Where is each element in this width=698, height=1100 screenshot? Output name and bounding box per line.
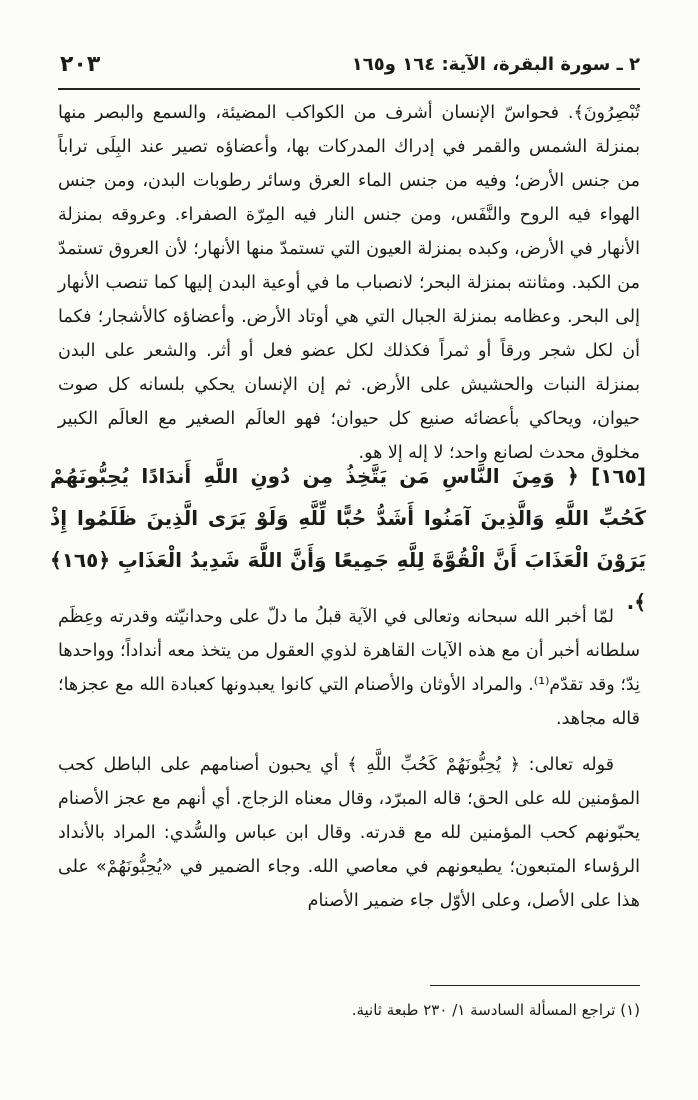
commentary-paragraph-2: [58, 600, 640, 736]
header-divider: [58, 88, 640, 90]
verse-number: [١٦٥]: [591, 464, 647, 488]
quran-verse-block: [50, 455, 646, 623]
paragraph-text: تُبْصِرُونَ﴾. فحواسّ الإنسان أشرف من الكواكب المضيئة، والسمع والبصر منها بمنزلة الشمس والقمر في إدراك المدركات بها، وأعضاؤه تصير عند البِلَى تراباً من جنس الأرض؛ وفيه من جنس الماء العرق وسائر رطوبات البدن، ومن جنس الهواء فيه الروح والنَّفَس، ومن جنس النار فيه المِرّة الصفراء. وعروقه بمنزلة الأنهار في الأرض، وكبده بمنزلة العيون التي تستمدّ منها الأنهار؛ لأن العروق تستمدّ من الكبد. ومثانته بمنزلة البحر؛ لانصباب ما في أوعية البدن إليها كما تنصب الأنهار إلى البحر. وعظامه بمنزلة الجبال التي هي أوتاد الأرض. وأعضاؤه كالأشجار؛ فكما أن لكل شجر ورقاً أو ثمراً فكذلك لكل عضو فعل أو أثر. والشعر على البدن بمنزلة النبات والحشيش على الأرض. ثم إن الإنسان يحكي بلسانه كل صوت حيوان، ويحاكي بأعضائه صنيع كل حيوان؛ فهو العالَم الصغير مع العالَم الكبير مخلوق محدث لصانع واحد؛ لا إله إلا هو.: [58, 103, 640, 463]
footnote-divider: [430, 985, 640, 986]
commentary-paragraph-3: [58, 748, 640, 918]
page-header: [60, 52, 640, 88]
page-number: ٢٠٣: [60, 52, 101, 77]
paragraph-text: لمّا أخبر الله سبحانه وتعالى في الآية قبلُ ما دلّ على وحدانيّته وقدرته وعِظَم سلطانه أخبر أن مع هذه الآيات القاهرة لذوي العقول من يتخذ معه أنداداً؛ وواحدها نِدّ؛ وقد تقدّم⁽¹⁾. والمراد الأوثان والأصنام التي كانوا يعبدونها كعبادة الله مع عجزها؛ قاله مجاهد.: [58, 607, 640, 729]
verse-text: ﴿ وَمِنَ النَّاسِ مَن يَتَّخِذُ مِن دُونِ اللَّهِ أَندَادًا يُحِبُّونَهُمْ كَحُبِّ اللَّهِ وَالَّذِينَ آمَنُوا أَشَدُّ حُبًّا لِّلَّهِ وَلَوْ يَرَى الَّذِينَ ظَلَمُوا إِذْ يَرَوْنَ الْعَذَابَ أَنَّ الْقُوَّةَ لِلَّهِ جَمِيعًا وَأَنَّ اللَّهَ شَدِيدُ الْعَذَابِ ﴿١٦٥﴾ ﴾.: [50, 464, 646, 614]
footnote: (١) تراجع المسألة السادسة ١/ ٢٣٠ طبعة ثانية.: [351, 1001, 640, 1019]
running-title: ٢ ـ سورة البقرة، الآية: ١٦٤ و١٦٥: [351, 54, 640, 75]
commentary-paragraph-1: [58, 96, 640, 470]
paragraph-text: قوله تعالى: ﴿ يُحِبُّونَهُمْ كَحُبِّ اللَّهِ ﴾ أي يحبون أصنامهم على الباطل كحب المؤمنين لله على الحق؛ قاله المبرّد، وقال معناه الزجاج. أي أنهم مع عجز الأصنام يحبّونهم كحب المؤمنين لله مع قدرته. وقال ابن عباس والسُّدي: المراد بالأنداد الرؤساء المتبعون؛ يطيعونهم في معاصي الله. وجاء الضمير في «يُحِبُّونَهُمْ» على هذا على الأصل، وعلى الأوّل جاء ضمير الأصنام: [58, 755, 640, 911]
